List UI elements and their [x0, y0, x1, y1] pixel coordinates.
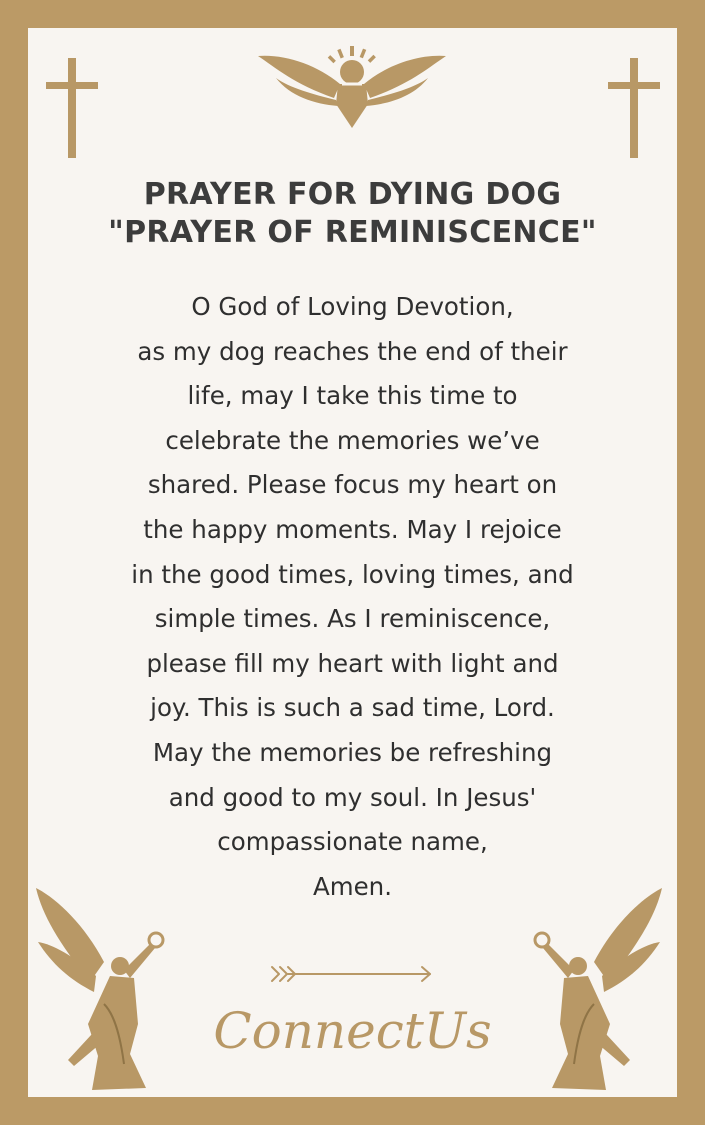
prayer-line: please fill my heart with light and: [146, 648, 559, 678]
prayer-line: as my dog reaches the end of their: [137, 336, 568, 366]
prayer-line: and good to my soul. In Jesus': [168, 782, 537, 812]
prayer-card: [28, 28, 677, 1097]
prayer-line: compassionate name,: [217, 827, 488, 857]
prayer-line: joy. This is such a sad time, Lord.: [150, 693, 555, 723]
title-line-2: "PRAYER OF REMINISCENCE": [108, 215, 597, 250]
prayer-title: [28, 176, 677, 252]
prayer-text: [58, 285, 647, 909]
arrow-icon: [268, 962, 436, 986]
cross-icon: [608, 58, 660, 158]
winged-sun-emblem-icon: [256, 44, 448, 128]
title-line-1: PRAYER FOR DYING DOG: [143, 177, 562, 212]
prayer-line: life, may I take this time to: [187, 381, 518, 411]
prayer-line: Amen.: [312, 871, 392, 901]
prayer-line: O God of Loving Devotion,: [191, 292, 514, 321]
prayer-line: in the good times, loving times, and: [131, 559, 574, 589]
prayer-line: simple times. As I reminiscence,: [154, 604, 551, 634]
prayer-line: May the memories be refreshing: [152, 737, 553, 767]
prayer-line: celebrate the memories we’ve: [165, 425, 540, 455]
prayer-line: the happy moments. May I rejoice: [143, 514, 562, 544]
prayer-line: shared. Please focus my heart on: [147, 470, 558, 500]
brand-logo: ConnectUs: [213, 1002, 492, 1060]
cross-icon: [46, 58, 98, 158]
